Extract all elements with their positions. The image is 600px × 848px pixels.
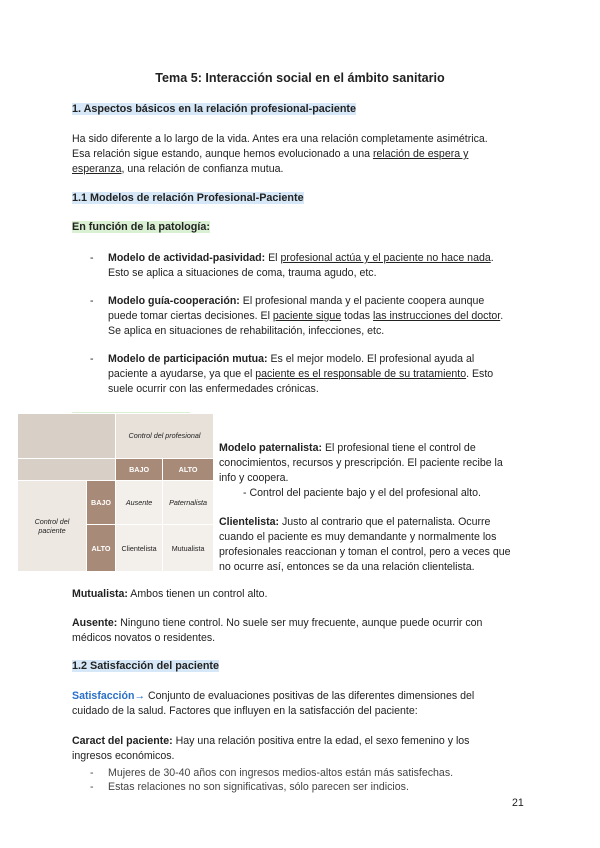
- cell-clientelist: Clientelista: [116, 525, 163, 572]
- page-title: Tema 5: Interacción social en el ámbito sanitario: [155, 71, 445, 85]
- model-guide-cooperation: - Modelo guía-cooperación: El profesional manda y el paciente coopera aunque puede tomar ciertas decisiones. El paciente sigue todas las instrucciones del doctor. Se aplica en situaciones de rehabilitación, infecciones, etc.: [90, 295, 504, 337]
- cell-mutualist: Mutualista: [163, 525, 214, 572]
- patient-characteristics: Caract del paciente: Hay una relación positiva entre la edad, el sexo femenino y los ingresos económicos.: [72, 735, 470, 762]
- section-1-2-heading: 1.2 Satisfacción del paciente: [72, 660, 220, 672]
- cell-absent: Ausente: [116, 480, 163, 525]
- control-matrix-table: [17, 413, 214, 572]
- clientelist-description: Clientelista: Justo al contrario que el paternalista. Ocurre cuando el paciente es muy demandante y normalmente los profesionales reaccionan y toman el control, pero a veces que no ocurre así, entonces se da una relación clientelista.: [219, 516, 511, 573]
- col-high: ALTO: [163, 458, 214, 480]
- model-mutual-participation: - Modelo de participación mutua: Es el mejor modelo. El profesional ayuda al paciente a ayudarse, ya que el paciente es el responsable de su tratamiento. Esto suele ocurrir con las enfermedades crónicas.: [90, 353, 494, 395]
- row-high: ALTO: [87, 525, 116, 572]
- paternalist-description: Modelo paternalista: El profesional tiene el control de conocimientos, recursos y prescripción. El paciente recibe la info y coopera. - Control del paciente bajo y el del profesional alto.: [219, 442, 503, 499]
- mutualist-description: Mutualista: Ambos tienen un control alto.: [72, 588, 268, 600]
- pathology-heading: En función de la patología:: [72, 221, 210, 233]
- row-low: BAJO: [87, 480, 116, 525]
- row-header-patient-control: Control del paciente: [18, 480, 87, 571]
- model-activity-passivity: - Modelo de actividad-pasividad: El profesional actúa y el paciente no hace nada. Esto se aplica a situaciones de coma, trauma agudo, etc.: [90, 252, 494, 279]
- cell-paternalist: Paternalista: [163, 480, 214, 525]
- col-low: BAJO: [116, 458, 163, 480]
- absent-description: Ausente: Ninguno tiene control. No suele ser muy frecuente, aunque puede ocurrir con médicos novatos o residentes.: [72, 617, 483, 644]
- characteristics-bullet-1: - Mujeres de 30-40 años con ingresos medios-altos están más satisfechas.: [90, 767, 454, 779]
- page-number: 21: [512, 797, 524, 809]
- section-1-1-heading: 1.1 Modelos de relación Profesional-Paciente: [72, 192, 304, 204]
- section-1-heading: 1. Aspectos básicos en la relación profesional-paciente: [72, 103, 357, 115]
- characteristics-bullet-2: - Estas relaciones no son significativas, sólo parecen ser indicios.: [90, 781, 409, 793]
- section-1-paragraph: Ha sido diferente a lo largo de la vida. Antes era una relación completamente asimétrica. Esa relación sigue estando, aunque hemos evolucionado a una relación de espera y esperanza, una relación de confianza mutua.: [72, 133, 488, 175]
- satisfaction-definition: Satisfacción→ Conjunto de evaluaciones positivas de las diferentes dimensiones del cuidado de la salud. Factores que influyen en la satisfacción del paciente:: [72, 690, 475, 717]
- col-header-professional-control: Control del profesional: [116, 414, 214, 459]
